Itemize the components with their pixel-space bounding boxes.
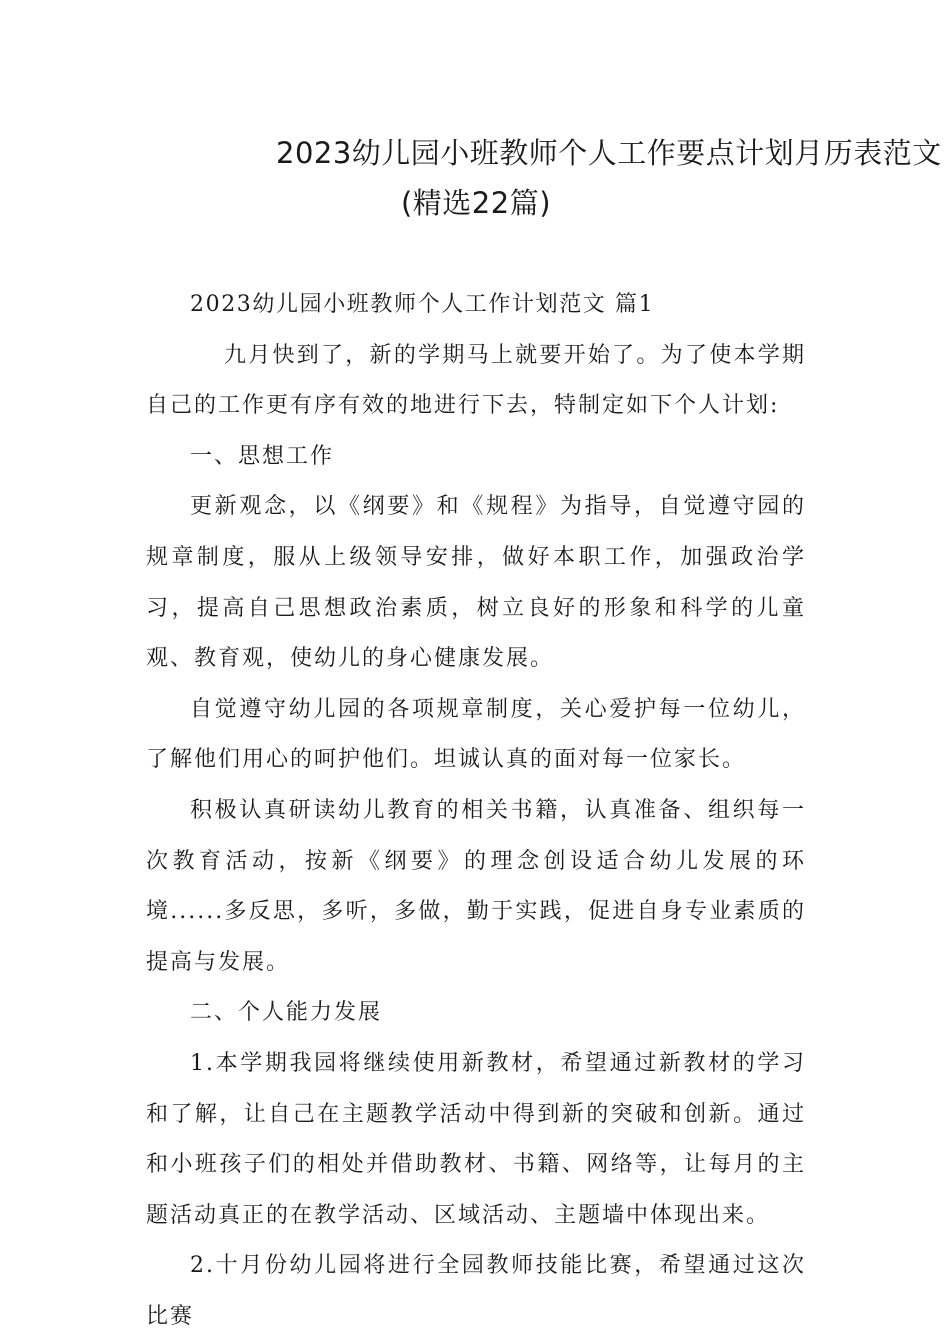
title-line-2: (精选22篇) <box>400 186 552 220</box>
paragraph-study-books: 积极认真研读幼儿教育的相关书籍，认真准备、组织每一次教育活动，按新《纲要》的理念创设适合幼儿发展的环境......多反思，多听，多做，勤于实践，促进自身专业素质的提高与发展。 <box>146 797 806 975</box>
heading-thought-work: 一、思想工作 <box>190 443 335 469</box>
section-heading: 2023幼儿园小班教师个人工作计划范文 篇1 <box>190 292 655 317</box>
heading-ability-development: 二、个人能力发展 <box>190 1000 383 1026</box>
paragraph-follow-rules: 自觉遵守幼儿园的各项规章制度，关心爱护每一位幼儿，了解他们用心的呵护他们。坦诚认真的面对每一位家长。 <box>146 696 806 773</box>
paragraph-item-2: 2.十月份幼儿园将进行全园教师技能比赛，希望通过这次比赛 <box>146 1253 806 1329</box>
document-title <box>146 128 942 228</box>
paragraph-intro: 九月快到了，新的学期马上就要开始了。为了使本学期自己的工作更有序有效的地进行下去，特制定如下个人计划: <box>146 342 806 419</box>
paragraph-update-concepts: 更新观念，以《纲要》和《规程》为指导，自觉遵守园的规章制度，服从上级领导安排，做好本职工作，加强政治学习，提高自己思想政治素质，树立良好的形象和科学的儿童观、教育观，使幼儿的身心健康发展。 <box>146 494 806 672</box>
paragraph-item-1: 1.本学期我园将继续使用新教材，希望通过新教材的学习和了解，让自己在主题教学活动中得到新的突破和创新。通过和小班孩子们的相处并借助教材、书籍、网络等，让每月的主题活动真正的在教学活动、区域活动、主题墙中体现出来。 <box>146 1050 806 1228</box>
document-body <box>146 280 806 1342</box>
title-line-1: 2023幼儿园小班教师个人工作要点计划月历表范文 <box>276 136 942 170</box>
